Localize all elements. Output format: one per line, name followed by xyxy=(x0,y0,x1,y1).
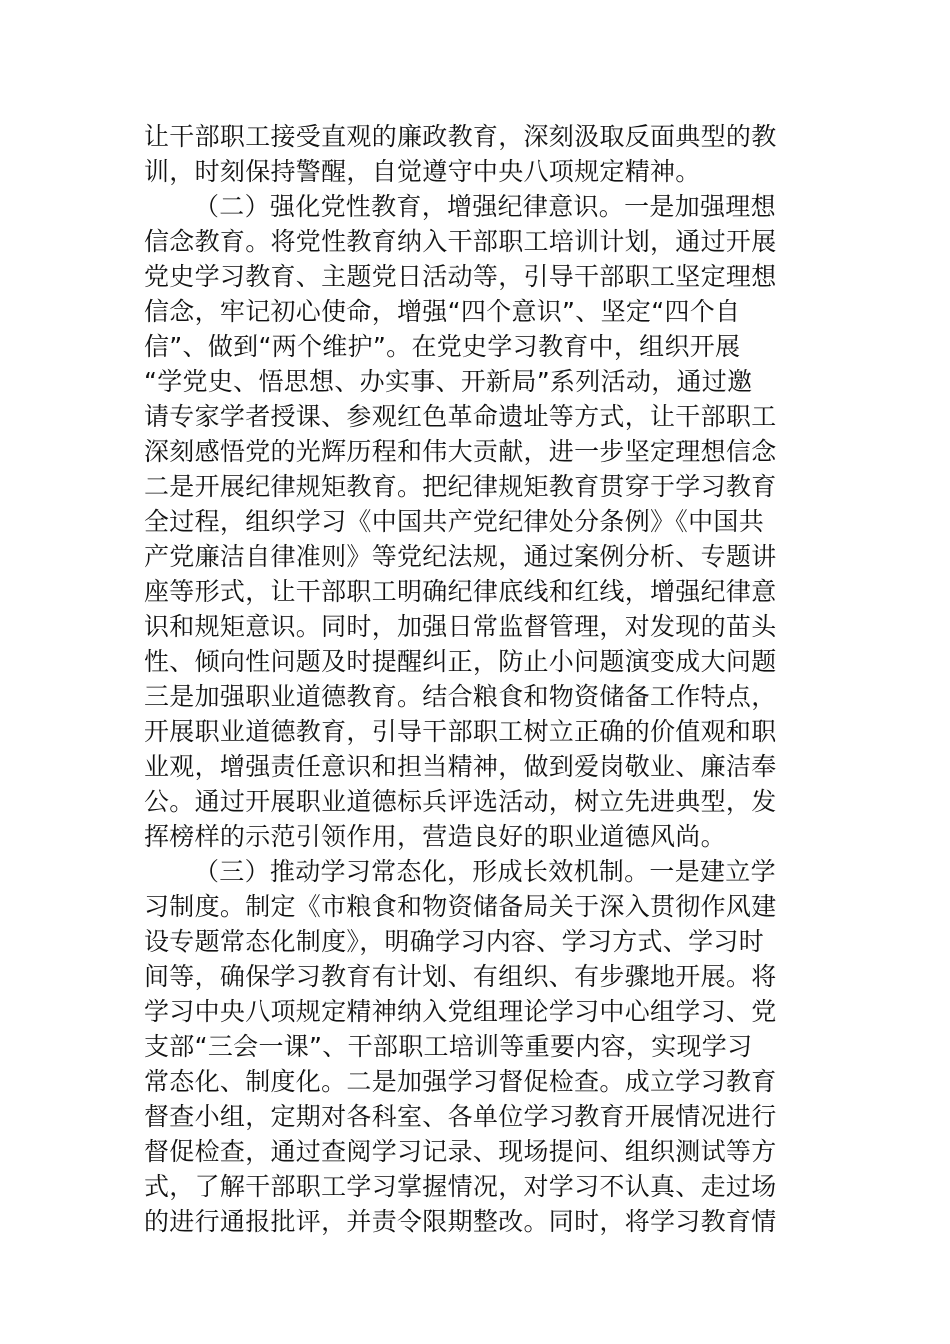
body-text xyxy=(144,119,808,1239)
text-line: “学党史、悟思想、办实事、开新局”系列活动，通过邀 xyxy=(144,367,753,396)
text-line: 请专家学者授课、参观红色革命遗址等方式，让干部职工 xyxy=(144,402,777,431)
text-line: 性、倾向性问题及时提醒纠正，防止小问题演变成大问题 xyxy=(144,647,777,676)
text-line: 全过程，组织学习《中国共产党纪律处分条例》《中国共 xyxy=(144,507,765,536)
text-line: 督促检查，通过查阅学习记录、现场提问、组织测试等方 xyxy=(144,1137,777,1166)
text-line: 训，时刻保持警醒，自觉遵守中央八项规定精神。 xyxy=(144,157,701,186)
text-line: 三是加强职业道德教育。结合粮食和物资储备工作特点， xyxy=(144,682,777,711)
text-line: 二是开展纪律规矩教育。把纪律规矩教育贯穿于学习教育 xyxy=(144,472,777,501)
text-line: 识和规矩意识。同时，加强日常监督管理，对发现的苗头 xyxy=(144,612,777,641)
text-line: 式，了解干部职工学习掌握情况，对学习不认真、走过场 xyxy=(144,1172,777,1201)
text-line: 的进行通报批评，并责令限期整改。同时，将学习教育情 xyxy=(144,1207,777,1236)
text-line: 党史学习教育、主题党日活动等，引导干部职工坚定理想 xyxy=(144,262,777,291)
text-line: 信念教育。将党性教育纳入干部职工培训计划，通过开展 xyxy=(144,227,777,256)
text-line: 深刻感悟党的光辉历程和伟大贡献，进一步坚定理想信念 xyxy=(144,437,777,466)
text-line: 间等，确保学习教育有计划、有组织、有步骤地开展。将 xyxy=(144,962,777,991)
text-line: 常态化、制度化。二是加强学习督促检查。成立学习教育 xyxy=(144,1067,777,1096)
text-line: 设专题常态化制度》，明确学习内容、学习方式、学习时 xyxy=(144,927,765,956)
text-line: 公。通过开展职业道德标兵评选活动，树立先进典型，发 xyxy=(144,787,777,816)
text-line: 挥榜样的示范引领作用，营造良好的职业道德风尚。 xyxy=(144,822,726,851)
section-heading-line: （三）推动学习常态化，形成长效机制。一是建立学 xyxy=(194,857,776,886)
text-line: 信”、做到“两个维护”。在党史学习教育中，组织开展 xyxy=(144,332,741,361)
text-line: 业观，增强责任意识和担当精神，做到爱岗敬业、廉洁奉 xyxy=(144,752,777,781)
text-line: 督查小组，定期对各科室、各单位学习教育开展情况进行 xyxy=(144,1102,777,1131)
text-line: 支部“三会一课”、干部职工培训等重要内容，实现学习 xyxy=(144,1032,753,1061)
text-line: 习制度。制定《市粮食和物资储备局关于深入贯彻作风建 xyxy=(144,892,777,921)
section-heading-line: （二）强化党性教育，增强纪律意识。一是加强理想 xyxy=(194,192,776,221)
text-line: 让干部职工接受直观的廉政教育，深刻汲取反面典型的教 xyxy=(144,122,777,151)
text-line: 信念，牢记初心使命，增强“四个意识”、坚定“四个自 xyxy=(144,297,741,326)
text-line: 座等形式，让干部职工明确纪律底线和红线，增强纪律意 xyxy=(144,577,777,606)
text-line: 学习中央八项规定精神纳入党组理论学习中心组学习、党 xyxy=(144,997,777,1026)
text-line: 产党廉洁自律准则》等党纪法规，通过案例分析、专题讲 xyxy=(144,542,777,571)
text-line: 开展职业道德教育，引导干部职工树立正确的价值观和职 xyxy=(144,717,777,746)
